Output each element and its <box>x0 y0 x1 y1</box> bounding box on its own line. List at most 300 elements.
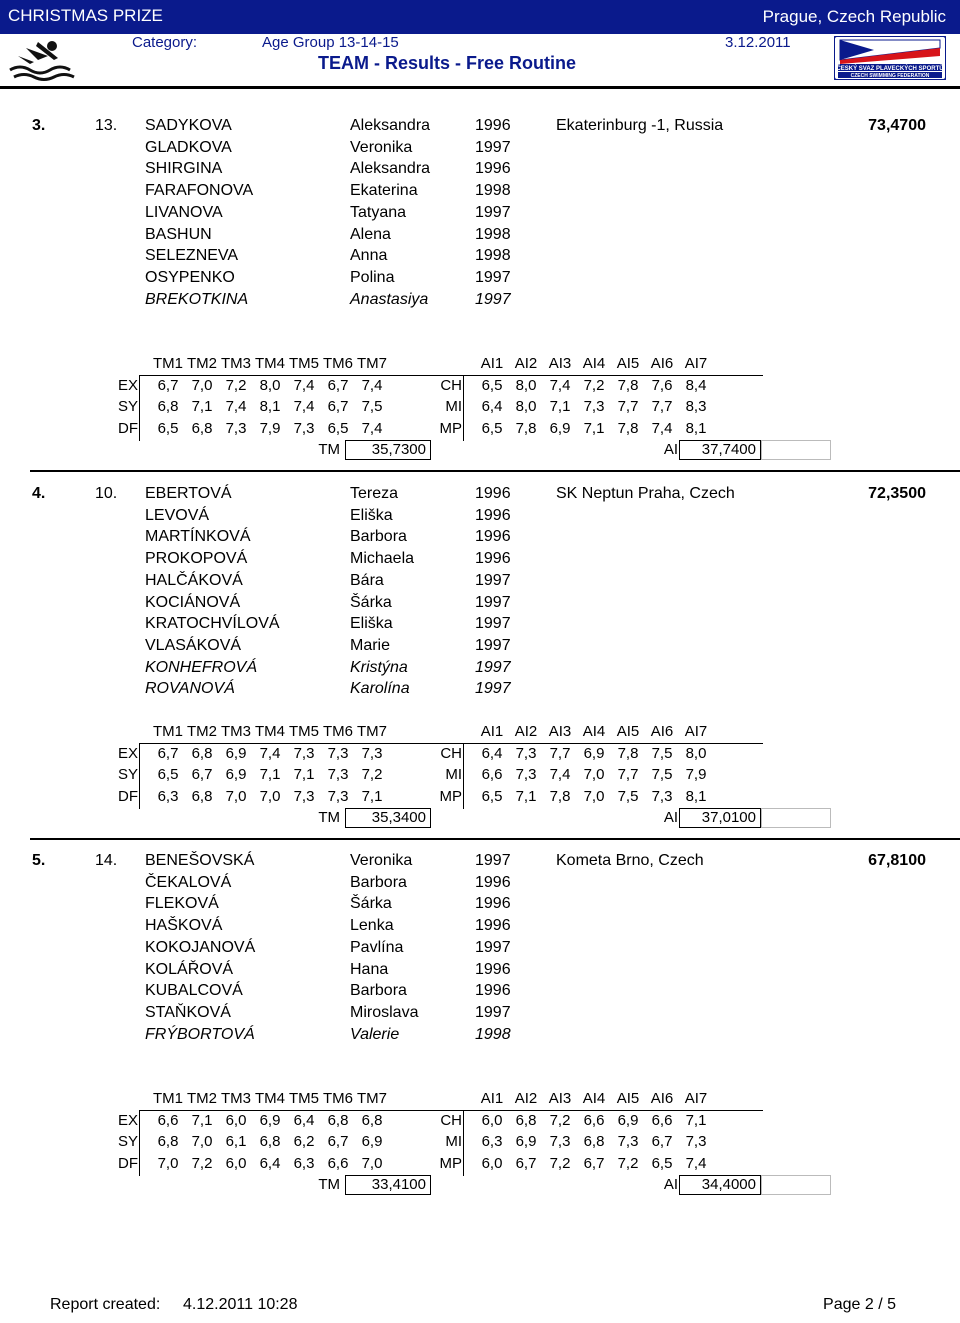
rank: 5. <box>32 852 46 869</box>
ai-header: AI4 <box>582 1090 606 1107</box>
swimmer-first-name: Lenka <box>350 917 394 935</box>
swimmer-row <box>0 917 560 939</box>
swimmer-first-name: Eliška <box>350 615 393 633</box>
swimmer-row <box>0 659 560 681</box>
swimmer-last-name: HALČÁKOVÁ <box>145 571 243 589</box>
ai-score: 7,2 <box>583 376 605 394</box>
entry-divider <box>30 838 960 840</box>
swimmer-year: 1996 <box>475 960 511 978</box>
tm-header: TM4 <box>255 355 285 372</box>
tm-score: 6,1 <box>225 1133 247 1150</box>
ai-header: AI2 <box>514 723 538 740</box>
swimmer-first-name: Šárka <box>350 593 392 611</box>
swimmer-year: 1996 <box>475 160 511 178</box>
ai-score: 7,7 <box>617 398 639 415</box>
tm-header: TM3 <box>221 355 251 372</box>
ai-score: 7,5 <box>617 787 639 805</box>
event-location: Prague, Czech Republic <box>762 7 946 26</box>
page-number: Page 2 / 5 <box>823 1296 896 1313</box>
swimmer-year: 1997 <box>475 680 511 698</box>
ai-score: 6,5 <box>481 787 503 805</box>
score-row-label: DF <box>118 787 138 805</box>
ai-score: 7,3 <box>583 398 605 415</box>
ai-score: 8,1 <box>685 787 707 805</box>
swimmer-last-name: FARAFONOVA <box>145 182 254 200</box>
tm-score: 7,1 <box>191 398 213 415</box>
tm-score: 7,3 <box>225 419 247 437</box>
tm-score: 6,5 <box>157 766 179 783</box>
ai-score: 7,3 <box>515 744 537 762</box>
tm-header: TM2 <box>187 1090 217 1107</box>
swimmer-year: 1996 <box>475 895 511 913</box>
total-score: 73,4700 <box>868 117 926 134</box>
tm-header: TM6 <box>323 723 353 740</box>
swimmer-row <box>0 637 560 659</box>
swimmer-first-name: Valerie <box>350 1025 400 1043</box>
tm-header: TM6 <box>323 355 353 372</box>
table-header-rule <box>139 1110 763 1111</box>
swimmer-row <box>0 680 560 702</box>
tm-score: 7,3 <box>327 766 349 783</box>
ai-score: 6,6 <box>481 766 503 783</box>
tm-score: 7,2 <box>191 1154 213 1172</box>
ai-score: 8,4 <box>685 376 707 394</box>
empty-score-box <box>761 1175 831 1195</box>
ai-row-label: MP <box>439 419 462 437</box>
team-name: Kometa Brno, Czech <box>556 852 704 869</box>
ai-row-label: MI <box>445 398 462 415</box>
swimmer-last-name: KOLÁŘOVÁ <box>145 960 234 978</box>
swimmer-row <box>0 852 560 874</box>
ai-score: 7,1 <box>583 419 605 437</box>
tm-score: 8,1 <box>259 398 281 415</box>
tm-score: 7,1 <box>191 1111 213 1129</box>
ai-score: 7,7 <box>617 766 639 783</box>
swimmer-year: 1997 <box>475 290 511 308</box>
swimmer-row <box>0 269 560 291</box>
ai-score: 6,9 <box>549 419 571 437</box>
ai-score: 6,9 <box>617 1111 639 1129</box>
swimmer-last-name: HAŠKOVÁ <box>145 917 223 935</box>
ai-score: 8,0 <box>515 398 537 415</box>
swimmer-year: 1997 <box>475 571 511 589</box>
tm-header: TM1 <box>153 723 183 740</box>
tm-score: 8,0 <box>259 376 281 394</box>
swimmer-year: 1996 <box>475 506 511 524</box>
swimmer-first-name: Tatyana <box>350 203 407 221</box>
swimmer-row <box>0 939 560 961</box>
tm-score: 7,4 <box>259 744 281 762</box>
ai-score: 6,7 <box>515 1154 537 1172</box>
tm-score: 7,4 <box>225 398 247 415</box>
swimmer-row <box>0 247 560 269</box>
tm-header: TM7 <box>357 355 387 372</box>
tm-score: 7,1 <box>293 766 315 783</box>
swimmer-row <box>0 160 560 182</box>
ai-score: 7,4 <box>549 376 571 394</box>
tm-score: 7,1 <box>361 787 383 805</box>
swimmer-row <box>0 528 560 550</box>
tm-score: 6,9 <box>225 766 247 783</box>
ai-score: 7,4 <box>685 1154 707 1172</box>
tm-score: 7,4 <box>361 419 383 437</box>
synchro-swimmer-logo-icon <box>8 36 82 82</box>
swimmer-year: 1997 <box>475 1003 511 1021</box>
swimmer-row <box>0 594 560 616</box>
ai-score: 6,9 <box>583 744 605 762</box>
report-created-label: Report created: <box>50 1296 161 1313</box>
tm-score: 7,1 <box>259 766 281 783</box>
ai-sum-box: 37,7400 <box>679 440 761 460</box>
empty-score-box <box>761 440 831 460</box>
swimmer-row <box>0 204 560 226</box>
tm-score: 6,8 <box>157 1133 179 1150</box>
ai-sum-label: AI <box>663 809 678 826</box>
tm-score: 7,0 <box>191 376 213 394</box>
tm-header: TM4 <box>255 1090 285 1107</box>
ai-row-label: CH <box>440 1111 462 1129</box>
swimmer-last-name: EBERTOVÁ <box>145 485 232 502</box>
tm-header: TM1 <box>153 355 183 372</box>
event-title: CHRISTMAS PRIZE <box>8 6 163 25</box>
tm-score: 7,3 <box>293 744 315 762</box>
category-value: Age Group 13-14-15 <box>262 34 399 51</box>
swimmer-year: 1997 <box>475 138 511 156</box>
swimmer-row <box>0 117 560 139</box>
ai-score: 7,3 <box>515 766 537 783</box>
tm-header: TM4 <box>255 723 285 740</box>
row-label-divider <box>139 743 140 809</box>
tm-sum-label: TM <box>318 441 340 458</box>
entry-divider <box>30 470 960 472</box>
swimmer-last-name: LIVANOVA <box>145 203 223 221</box>
tm-score: 7,5 <box>361 398 383 415</box>
swimmer-row <box>0 615 560 637</box>
ai-score: 7,8 <box>549 787 571 805</box>
tm-score: 7,9 <box>259 419 281 437</box>
tm-score: 6,5 <box>327 419 349 437</box>
ai-header: AI6 <box>650 1090 674 1107</box>
swimmer-row <box>0 182 560 204</box>
tm-header: TM2 <box>187 723 217 740</box>
swimmer-year: 1996 <box>475 982 511 1000</box>
swimmer-first-name: Kristýna <box>350 658 408 676</box>
page-header <box>0 0 960 88</box>
header-divider <box>0 86 960 89</box>
tm-score: 7,0 <box>157 1154 179 1172</box>
rank: 4. <box>32 485 46 502</box>
tm-score: 7,3 <box>361 744 383 762</box>
tm-header: TM5 <box>289 1090 319 1107</box>
swimmer-row <box>0 139 560 161</box>
swimmer-first-name: Veronika <box>350 852 413 869</box>
ai-header: AI6 <box>650 723 674 740</box>
swimmer-last-name: FLEKOVÁ <box>145 895 219 913</box>
score-row-label: SY <box>117 766 138 783</box>
team-name: SK Neptun Praha, Czech <box>556 485 735 502</box>
swimmer-first-name: Aleksandra <box>350 117 431 134</box>
tm-score: 6,0 <box>225 1111 247 1129</box>
swimmer-first-name: Polina <box>350 268 395 286</box>
ai-score: 6,4 <box>481 398 503 415</box>
ai-header: AI5 <box>616 355 640 372</box>
tm-score: 6,3 <box>293 1154 315 1172</box>
ai-header: AI7 <box>684 1090 708 1107</box>
ai-label-divider <box>463 1110 464 1176</box>
swimmer-last-name: SELEZNEVA <box>145 247 239 265</box>
ai-score: 6,7 <box>583 1154 605 1172</box>
ai-score: 7,2 <box>549 1111 571 1129</box>
swimmer-row <box>0 982 560 1004</box>
tm-score: 7,2 <box>225 376 247 394</box>
swimmer-first-name: Miroslava <box>350 1003 419 1021</box>
tm-score: 7,4 <box>293 398 315 415</box>
tm-header: TM5 <box>289 723 319 740</box>
ai-score: 8,1 <box>685 419 707 437</box>
rank: 3. <box>32 117 46 134</box>
tm-score: 6,3 <box>157 787 179 805</box>
ai-score: 6,5 <box>481 419 503 437</box>
ai-score: 6,5 <box>651 1154 673 1172</box>
swimmer-first-name: Alena <box>350 225 391 243</box>
swimmer-last-name: LEVOVÁ <box>145 506 210 524</box>
tm-score: 6,9 <box>225 744 247 762</box>
swimmer-row <box>0 1026 560 1048</box>
event-date: 3.12.2011 <box>725 34 791 51</box>
ai-header: AI3 <box>548 1090 572 1107</box>
ai-score: 7,1 <box>515 787 537 805</box>
svg-text:CZECH SWIMMING FEDERATION: CZECH SWIMMING FEDERATION <box>850 73 930 79</box>
row-label-divider <box>139 375 140 441</box>
swimmer-year: 1997 <box>475 268 511 286</box>
ai-header: AI1 <box>480 723 504 740</box>
swimmer-last-name: KOKOJANOVÁ <box>145 938 256 956</box>
ai-score: 7,1 <box>549 398 571 415</box>
ai-score: 7,6 <box>651 376 673 394</box>
tm-score: 7,3 <box>293 419 315 437</box>
tm-score: 6,7 <box>327 376 349 394</box>
swimmer-year: 1996 <box>475 528 511 546</box>
swimmer-year: 1998 <box>475 1025 511 1043</box>
tm-score: 6,6 <box>327 1154 349 1172</box>
swimmer-row <box>0 291 560 313</box>
ai-score: 7,5 <box>651 766 673 783</box>
ai-header: AI4 <box>582 723 606 740</box>
swimmer-last-name: KONHEFROVÁ <box>145 658 258 676</box>
ai-score: 6,8 <box>515 1111 537 1129</box>
ai-score: 7,0 <box>583 787 605 805</box>
tm-header: TM3 <box>221 1090 251 1107</box>
ai-label-divider <box>463 743 464 809</box>
federation-logo <box>834 36 946 80</box>
start-number: 10. <box>95 485 118 502</box>
swimmer-row <box>0 550 560 572</box>
ai-header: AI5 <box>616 1090 640 1107</box>
swimmer-first-name: Barbora <box>350 982 407 1000</box>
ai-score: 7,9 <box>685 766 707 783</box>
swimmer-last-name: KRATOCHVÍLOVÁ <box>145 615 280 633</box>
tm-score: 6,0 <box>225 1154 247 1172</box>
swimmer-first-name: Marie <box>350 636 391 654</box>
ai-sum-label: AI <box>663 1176 678 1193</box>
ai-score: 7,4 <box>549 766 571 783</box>
ai-row-label: MP <box>439 1154 462 1172</box>
ai-score: 6,5 <box>481 376 503 394</box>
swimmer-first-name: Bára <box>350 571 384 589</box>
tm-score: 6,9 <box>361 1133 383 1150</box>
swimmer-first-name: Veronika <box>350 138 413 156</box>
ai-score: 6,3 <box>481 1133 503 1150</box>
tm-score: 6,7 <box>157 744 179 762</box>
swimmer-first-name: Karolína <box>350 680 410 698</box>
tm-score: 6,2 <box>293 1133 315 1150</box>
swimmer-last-name: OSYPENKO <box>145 268 235 286</box>
ai-score: 6,0 <box>481 1111 503 1129</box>
swimmer-last-name: GLADKOVA <box>145 138 232 156</box>
swimmer-year: 1996 <box>475 117 511 134</box>
ai-row-label: MI <box>445 766 462 783</box>
tm-sum-label: TM <box>318 1176 340 1193</box>
ai-score: 7,8 <box>617 744 639 762</box>
ai-score: 8,3 <box>685 398 707 415</box>
ai-sum-box: 34,4000 <box>679 1175 761 1195</box>
tm-score: 6,4 <box>293 1111 315 1129</box>
tm-score: 6,8 <box>259 1133 281 1150</box>
swimmer-row <box>0 1004 560 1026</box>
tm-score: 7,0 <box>191 1133 213 1150</box>
tm-score: 6,8 <box>191 744 213 762</box>
ai-score: 7,7 <box>549 744 571 762</box>
tm-sum-box: 35,3400 <box>345 808 431 828</box>
swimmer-year: 1996 <box>475 550 511 568</box>
empty-score-box <box>761 808 831 828</box>
ai-score: 6,7 <box>651 1133 673 1150</box>
svg-text:ČESKÝ SVAZ PLAVECKÝCH SPORTŮ: ČESKÝ SVAZ PLAVECKÝCH SPORTŮ <box>836 66 944 72</box>
ai-header: AI7 <box>684 723 708 740</box>
ai-header: AI1 <box>480 355 504 372</box>
ai-score: 6,6 <box>651 1111 673 1129</box>
swimmer-first-name: Eliška <box>350 506 393 524</box>
swimmer-row <box>0 572 560 594</box>
swimmer-last-name: FRÝBORTOVÁ <box>145 1025 255 1043</box>
swimmer-first-name: Tereza <box>350 485 399 502</box>
tm-score: 6,6 <box>157 1111 179 1129</box>
score-row-label: DF <box>118 1154 138 1172</box>
tm-score: 6,8 <box>361 1111 383 1129</box>
ai-row-label: MI <box>445 1133 462 1150</box>
ai-score: 7,8 <box>515 419 537 437</box>
tm-score: 7,2 <box>361 766 383 783</box>
ai-header: AI5 <box>616 723 640 740</box>
tm-header: TM7 <box>357 723 387 740</box>
score-row-label: DF <box>118 419 138 437</box>
score-row-label: EX <box>117 1111 138 1129</box>
swimmer-first-name: Barbora <box>350 873 407 891</box>
swimmer-first-name: Barbora <box>350 528 407 546</box>
swimmer-year: 1996 <box>475 917 511 935</box>
tm-score: 7,0 <box>361 1154 383 1172</box>
swimmer-last-name: KOCIÁNOVÁ <box>145 593 241 611</box>
swimmer-year: 1997 <box>475 615 511 633</box>
ai-score: 7,3 <box>617 1133 639 1150</box>
swimmer-last-name: BENEŠOVSKÁ <box>145 852 255 869</box>
tm-score: 6,8 <box>157 398 179 415</box>
ai-header: AI6 <box>650 355 674 372</box>
swimmer-year: 1997 <box>475 852 511 869</box>
swimmer-last-name: STAŇKOVÁ <box>145 1003 231 1021</box>
swimmer-year: 1996 <box>475 873 511 891</box>
swimmer-year: 1997 <box>475 658 511 676</box>
tm-score: 6,7 <box>191 766 213 783</box>
tm-score: 7,3 <box>293 787 315 805</box>
ai-row-label: CH <box>440 376 462 394</box>
swimmer-row <box>0 961 560 983</box>
swimmer-first-name: Pavlína <box>350 938 404 956</box>
ai-score: 7,1 <box>685 1111 707 1129</box>
score-row-label: EX <box>117 744 138 762</box>
swimmer-last-name: BASHUN <box>145 225 212 243</box>
ai-header: AI3 <box>548 723 572 740</box>
ai-sum-box: 37,0100 <box>679 808 761 828</box>
ai-score: 6,4 <box>481 744 503 762</box>
ai-score: 7,2 <box>549 1154 571 1172</box>
swimmer-row <box>0 507 560 529</box>
swimmer-first-name: Šárka <box>350 895 392 913</box>
swimmer-first-name: Aleksandra <box>350 160 431 178</box>
ai-header: AI1 <box>480 1090 504 1107</box>
swimmer-year: 1998 <box>475 247 511 265</box>
swimmer-last-name: VLASÁKOVÁ <box>145 636 242 654</box>
tm-header: TM5 <box>289 355 319 372</box>
tm-score: 6,5 <box>157 419 179 437</box>
ai-score: 7,7 <box>651 398 673 415</box>
ai-score: 7,8 <box>617 419 639 437</box>
ai-score: 7,3 <box>685 1133 707 1150</box>
ai-score: 6,9 <box>515 1133 537 1150</box>
swimmer-last-name: ROVANOVÁ <box>145 680 235 698</box>
swimmer-year: 1998 <box>475 182 511 200</box>
swimmer-last-name: PROKOPOVÁ <box>145 550 248 568</box>
ai-label-divider <box>463 375 464 441</box>
tm-score: 6,8 <box>191 419 213 437</box>
ai-row-label: MP <box>439 787 462 805</box>
swimmer-last-name: SHIRGINA <box>145 160 223 178</box>
swimmer-first-name: Anna <box>350 247 388 265</box>
ai-header: AI7 <box>684 355 708 372</box>
tm-score: 6,4 <box>259 1154 281 1172</box>
score-row-label: SY <box>117 398 138 415</box>
swimmer-last-name: ČEKALOVÁ <box>145 873 232 891</box>
ai-score: 7,5 <box>651 744 673 762</box>
ai-score: 7,0 <box>583 766 605 783</box>
ai-header: AI3 <box>548 355 572 372</box>
score-row-label: SY <box>117 1133 138 1150</box>
ai-score: 7,2 <box>617 1154 639 1172</box>
tm-score: 7,0 <box>225 787 247 805</box>
tm-score: 6,9 <box>259 1111 281 1129</box>
swimmer-last-name: BREKOTKINA <box>145 290 249 308</box>
ai-score: 7,8 <box>617 376 639 394</box>
swimmer-year: 1998 <box>475 225 511 243</box>
tm-score: 7,3 <box>327 787 349 805</box>
tm-score: 7,3 <box>327 744 349 762</box>
row-label-divider <box>139 1110 140 1176</box>
total-score: 67,8100 <box>868 852 926 869</box>
swimmer-last-name: SADYKOVA <box>145 117 232 134</box>
tm-header: TM1 <box>153 1090 183 1107</box>
ai-score: 6,0 <box>481 1154 503 1172</box>
total-score: 72,3500 <box>868 485 926 502</box>
